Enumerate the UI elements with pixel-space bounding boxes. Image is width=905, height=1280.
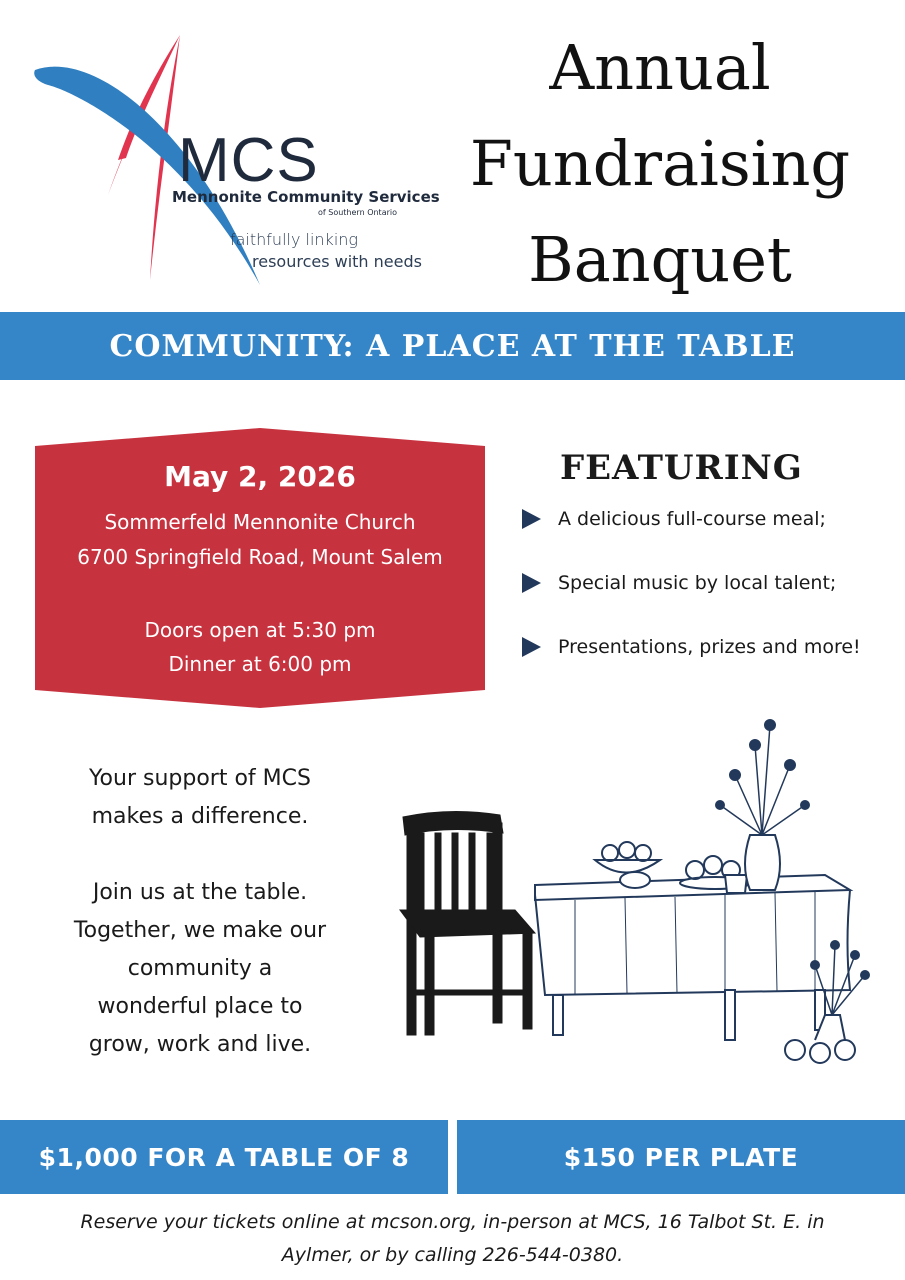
event-venue: Sommerfeld Mennonite Church <box>104 510 416 534</box>
featuring-item <box>520 636 861 658</box>
footer-line-2: Aylmer, or by calling 226-544-0380. <box>281 1244 624 1266</box>
event-doors: Doors open at 5:30 pm <box>144 618 376 642</box>
event-details-box <box>35 428 485 708</box>
support-line: Together, we make our <box>73 918 327 943</box>
featuring-heading: FEATURING <box>560 448 803 488</box>
featuring-item-text: A delicious full-course meal; <box>558 508 826 530</box>
support-line: Your support of MCS <box>89 766 311 791</box>
featuring-item-text: Presentations, prizes and more! <box>558 636 861 658</box>
featuring-item-text: Special music by local talent; <box>558 572 837 594</box>
support-line: makes a difference. <box>91 804 309 829</box>
chair-and-table-illustration <box>395 705 895 1075</box>
support-line: grow, work and live. <box>88 1032 312 1057</box>
table-price-banner <box>0 1120 448 1194</box>
event-dinner: Dinner at 6:00 pm <box>168 652 352 676</box>
table-price-text: $1,000 FOR A TABLE OF 8 <box>38 1142 410 1172</box>
support-line: community a <box>127 956 273 981</box>
title-line-2: Fundraising <box>469 127 851 200</box>
support-line: wonderful place to <box>97 994 303 1019</box>
mcs-logo <box>30 30 440 300</box>
logo-abbr: MCS <box>178 126 319 195</box>
footer-line-1: Reserve your tickets online at mcson.org, in-person at MCS, 16 Talbot St. E. in <box>80 1211 825 1233</box>
logo-org-name: Mennonite Community Services <box>172 188 440 206</box>
page-title <box>440 20 880 308</box>
theme-text: COMMUNITY: A PLACE AT THE TABLE <box>109 328 796 364</box>
triangle-right-icon <box>520 572 542 594</box>
title-line-3: Banquet <box>528 223 792 296</box>
featuring-item <box>520 572 836 594</box>
support-message <box>40 760 360 1064</box>
plate-price-text: $150 PER PLATE <box>563 1142 799 1172</box>
event-date: May 2, 2026 <box>164 460 356 493</box>
logo-tagline-1: faithfully linking <box>230 230 358 249</box>
table-icon <box>535 720 869 1063</box>
featuring-item <box>520 508 826 530</box>
logo-region: of Southern Ontario <box>318 208 397 217</box>
title-line-1: Annual <box>549 31 771 104</box>
theme-banner <box>0 312 905 380</box>
triangle-right-icon <box>520 508 542 530</box>
logo-tagline-2: resources with needs <box>252 252 422 271</box>
chair-icon <box>400 811 535 1035</box>
reservation-info <box>40 1206 865 1272</box>
event-address: 6700 Springfield Road, Mount Salem <box>77 545 443 569</box>
triangle-right-icon <box>520 636 542 658</box>
plate-price-banner <box>457 1120 905 1194</box>
support-line: Join us at the table. <box>92 880 308 905</box>
